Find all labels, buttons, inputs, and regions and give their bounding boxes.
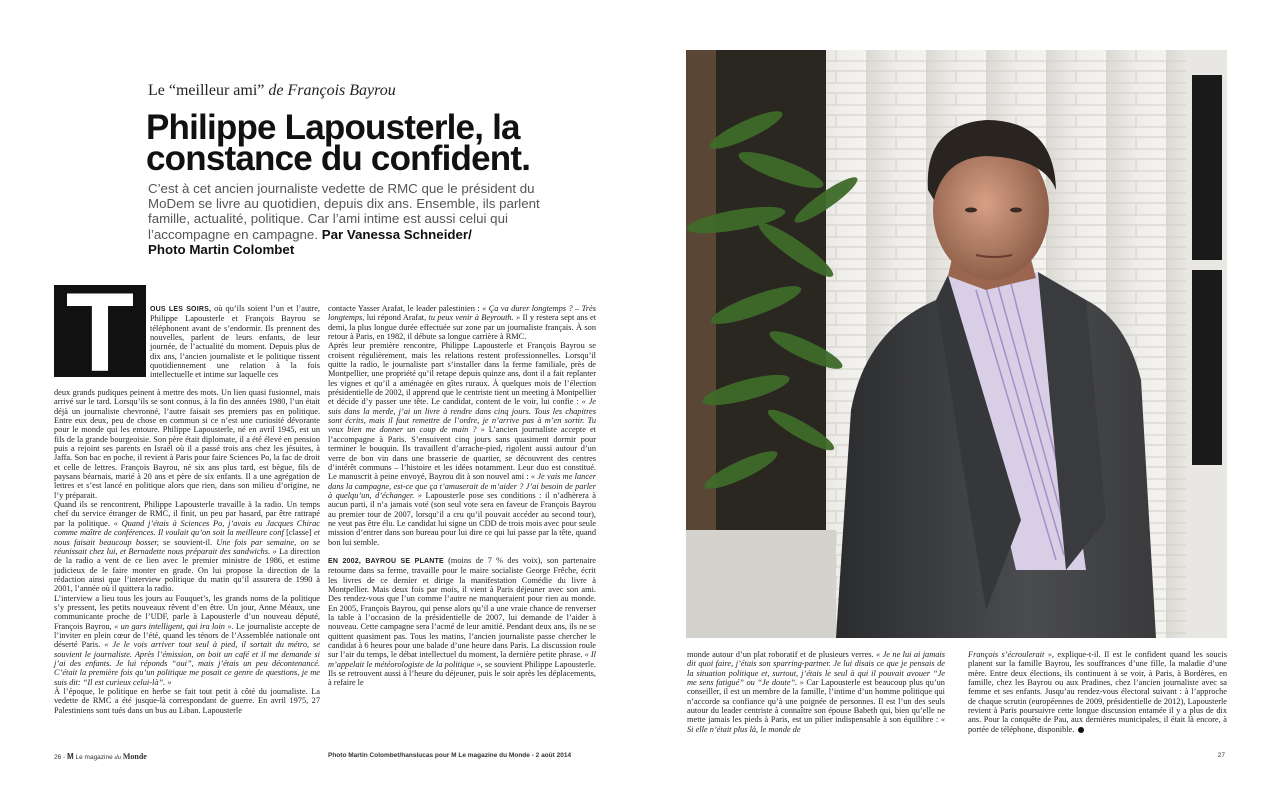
portrait-illustration [686, 50, 1227, 638]
paragraph-text: (moins de 7 % des voix), son partenaire retourne dans sa ferme, travaille pour le maire socialiste George Frêche, écrit les livres de ce dernier et dirige la manifestation Comédie du livre à Montpellier. Mais deux fois par mois, il vient à Paris déjeuner avec son ami. Des rendez-vous que l’un comme l’autre ne manqueraient pour rien au monde. En 2005, François Bayrou, qui pense alors qu’il a une vraie chance de renverser la table à l’occasion de la présidentielle de 2007, lui demande de l’aider à nouveau. Cette campagne sera l’acmé de leur amitié. Pendant deux ans, ils ne se quittent quasiment pas. Tous les matins, l’ancien journaliste passe chercher le candidat à 6 heures pour une balade d’une heure dans Paris. La discussion roule sur l’air du temps, le débat intellectuel du moment, la dernière petite phrase. [328, 555, 596, 660]
kicker-italic: de François Bayrou [268, 82, 396, 99]
headline: Philippe Lapousterle, la constance du confident. [146, 108, 531, 178]
folio-right: 27 [1217, 752, 1225, 759]
kicker [148, 82, 396, 100]
paragraph-text: se souvient Philippe Lapousterle. Ils se retrouvent aussi à l’heure du déjeuner, puis le soir après les déplacements, à refaire le [328, 659, 596, 688]
paragraph-text: Quand ils se rencontrent, Philippe Lapousterle travaille à la radio. Un temps chef du service étranger de RMC, il finit, un peu par hasard, par être rattrapé par la politique. [54, 500, 320, 528]
paragraph-text: L’ancien journaliste accepte et l’accompagne à Paris. S’ensuivent cinq jours sans quasiment dormir pour terminer le bouquin. Ils travaillent d’arrache-pied, rigolent aussi autour d’un verre de bon vin dans une brasserie de quartier, se découvrent des centres d’intérêt communs – l’histoire et les idées notamment. Leur duo est constitué. Le manuscrit à peine envoyé, Bayrou dit à son nouvel ami : [328, 425, 596, 482]
end-mark-icon [1078, 727, 1084, 733]
paragraph-text: lui répond Arafat, [366, 313, 427, 323]
magazine-logo-m: M [67, 752, 74, 761]
quote: « Ça va durer longtemps ? – Très longtemps, [328, 304, 596, 323]
standfirst [148, 181, 558, 257]
column-1-top [150, 304, 320, 380]
kicker-roman: Le “meilleur ami” [148, 82, 265, 99]
lead-in: OUS LES SOIRS, [150, 306, 212, 313]
section-lead-in: EN 2002, BAYROU SE PLANTE [328, 557, 444, 565]
quote: Une fois par semaine, on se réunissait chez lui, et Bernadette nous préparait des sandwichs. » [54, 537, 321, 556]
quote: « Quand j’étais à Sciences Po, j’avais eu Jacques Chirac comme maître de conférences. Il voulait qu’on soit la meilleure conf [54, 518, 320, 538]
photo-credit: Photo Martin Colombet/hanslucas pour M Le magazine du Monde - 2 août 2014 [328, 752, 572, 759]
drop-cap-letter: T [65, 285, 135, 377]
magazine-name: Le magazine [75, 754, 113, 761]
quote: et nous faisait beaucoup bosser, [54, 528, 320, 547]
portrait-photo [686, 50, 1227, 638]
column-2 [328, 304, 596, 688]
magazine-monde: Monde [122, 752, 147, 761]
paragraph-text: L’interview a lieu tous les jours au Fouquet’s, les grands noms de la politique s’y pressent, les petits nouveaux rêvent d’en être. Un jour, Anne Méaux, une communicante proche de l’UDF, parle à Lapousterle d’un nouveau député, François Bayrou, [54, 593, 320, 631]
quote: « Si elle n’était plus là, le monde de [687, 715, 945, 734]
drop-cap [54, 285, 146, 377]
column-1-bottom [54, 388, 320, 715]
byline: Par Vanessa Schneider/ [321, 226, 472, 242]
quote: « Je ne lui ai jamais dit quoi faire, j’étais son sparring-partner. Je lui disais ce que je pensais de la situation politique et, surtout, j’étais le seul à qui il pouvait avouer “Je me sens fatigué” ou “Je doute”. » [687, 650, 945, 688]
paragraph-text: Le journaliste accepte de l’inviter en plein cœur de l’été, quand les ténors de l’Assemblée nationale ont déserté Paris. [54, 621, 320, 650]
quote: « Il m’appelait le météorologiste de la politique », [328, 650, 596, 669]
photo-credit-line: Photo Martin Colombet [148, 241, 295, 257]
right-column-2 [968, 650, 1227, 734]
folio-left [54, 752, 147, 761]
right-column-1 [687, 650, 945, 734]
quote: « un gars intelligent, qui ira loin ». [114, 621, 234, 631]
page-number: 26 - [54, 754, 66, 761]
paragraph-text: deux grands pudiques peinent à mettre des mots. Un lien quasi fusionnel, mais arrivé sur le tard. Lorsqu’ils se sont connus, à la fin des années 1980, l’un était déjà un journaliste chevronné, l’autre faisait ses premiers pas en politique. Entre eux deux, peu de chose en commun si ce n’est une curiosité dévorante pour le monde qui les entoure. Philippe Lapousterle, né en avril 1945, est un fils de la grande bourgeoisie. Son père était diplomate, il a été élevé en pension puis a rejoint ses parents en Israël où il a passé trois ans chez les jésuites, à Jaffa. Son bac en poche, il revient à Paris pour faire Sciences Po, la fac de droit et celle de lettres. François Bayrou, né six ans plus tard, est bègue, fils de paysans béarnais, marié à 20 ans et père de six enfants. Il a une agrégation de lettres et s’est lancé en politique alors que rien, dans son milieu d’origine, ne l’y préparait. [54, 388, 320, 500]
paragraph-text: La direction de la radio a vent de ce lien avec le premier ministre de 1986, et estime judicieux de le faire monter en grade. On lui propose la direction de la rédaction ainsi que l’interview politique du matin qu’il assurera de 1990 à 2001, l’année où il quittera la radio. [54, 546, 321, 594]
quote: « Je le vois arriver tout seul à pied, il sortait du métro, se souvient le journaliste. Après l’émission, on boit un café et il me demande si j’ai des enfants. Je lui réponds “oui”, mais j’étais un peu décontenancé. C’était la première fois qu’un politique me posait ce genre de questions, je me suis dit: “Il est curieux celui-là”. » [54, 640, 320, 687]
paragraph-text: se souvient-il. [163, 537, 213, 547]
paragraph-text: Il y restera sept ans et demi, la plus longue durée effectuée sur zone par un journaliste français. À son retour à Paris, en 1982, il débute sa longue carrière à RMC. [328, 313, 597, 342]
quote: tu peux venir à Beyrouth. » [428, 313, 521, 323]
paragraph-text: explique-t-il. Il est le confident quand les soucis planent sur la famille Bayrou, les souffrances d’une fille, la maladie d’une mère. Entre deux élections, ils continuent à se voir, à Paris, à Bordères, en famille, chez les Bayrou ou aux Pradines, chez l’ancien journaliste avec sa femme et ses enfants. Jusqu’au rendez-vous électoral suivant : à l’approche de chaque scrutin (européennes de 2009, présidentielle de 2012), Lapousterle revient à Paris poursuivre cette longue discussion entamée il y a plus de dix ans. Pour la conquête de Pau, aux dernières municipales, il était là encore, à portée de téléphone, disponible. [968, 650, 1227, 734]
paragraph-text: monde autour d’un plat roboratif et de plusieurs verres. [687, 650, 874, 659]
paragraph-text: Lapousterle pose ses conditions : il n’adhèrera à aucun parti, il n’a jamais voté (son seul vote sera en faveur de François Bayrou au premier tour de 2007, lorsqu’il a cru qu’il pouvait accéder au second tour), ne veut pas être élu. Le candidat lui signe un CDD de trois mois avec pour seule mission d’entrer dans son bureau pour lui dire ce qui lui passe par la tête, quand bon lui semble. [328, 490, 596, 547]
quote: « Je suis dans la merde, j’ai un livre à rendre dans cinq jours. Tous les chapitres sont écrits, mais il faut remettre de l’ordre, je n’arrive pas à m’en sortir. Tu veux bien me donner un coup de main ? » [328, 397, 596, 435]
paragraph-text: À l’époque, le politique en herbe se fait tout petit à côté du journaliste. La vedette de RMC a été jusque-là correspondant de guerre. En avril 1975, 27 Palestiniens sont tués dans un bus au Liban. Lapousterle [54, 687, 320, 715]
magazine-du: du [114, 754, 122, 761]
quote: « Je vais me lancer dans la campagne, est-ce que ça t’amuserait de m’aider ? J’ai besoin de parler à quelqu’un, d’échanger. » [328, 472, 596, 500]
paragraph-text: Car Lapousterle est beaucoup plus qu’un conseiller, il est un membre de la famille, l’intime d’un homme politique qui n’accorde sa confiance qu’à une poignée de personnes. Il est l’un des seuls autour du leader centriste à connaître son épouse Babeth qui, bien qu’elle ne mette jamais les pieds à Paris, est un pilier indispensable à son équilibre : [687, 678, 945, 725]
paragraph-text: contacte Yasser Arafat, le leader palestinien : [328, 304, 480, 313]
paragraph-text: Après leur première rencontre, Philippe Lapousterle et François Bayrou se croisent régulièrement, mais les relations restent professionnelles. Lorsqu’il quitte la radio, le journaliste part s’installer dans la ferme familiale, près de Montpellier, une propriété qu’il retape depuis quinze ans, dont il a fait replanter les vignes et qu’il a aménagée en gîtes ruraux. À quelques mois de l’élection présidentielle de 2002, il apprend que le centriste tient un meeting à Montpellier et décide d’y passer une tête. Le candidat, content de le voir, lui confie : [328, 341, 596, 407]
paragraph-text: [classe] [286, 528, 312, 538]
paragraph-text: où qu’ils soient l’un et l’autre, Philippe Lapousterle et François Bayrou se téléphonent avant de s’endormir. Ils prennent des nouvelles, parlent de leurs enfants, de leur journée, de l’actualité du moment. Depuis plus de dix ans, l’ancien journaliste et le politique tissent quotidiennement une relation à la fois intellectuelle et intime sur laquelle ces [150, 304, 320, 380]
standfirst-text: C’est à cet ancien journaliste vedette de RMC que le président du MoDem se livre au quotidien, depuis dix ans. Ensemble, ils parlent famille, actualité, politique. Car l’ami intime est aussi celui qui l’accompagne en campagne. [148, 181, 540, 242]
quote: François s’écroulerait », [968, 650, 1054, 659]
right-page [640, 0, 1280, 792]
